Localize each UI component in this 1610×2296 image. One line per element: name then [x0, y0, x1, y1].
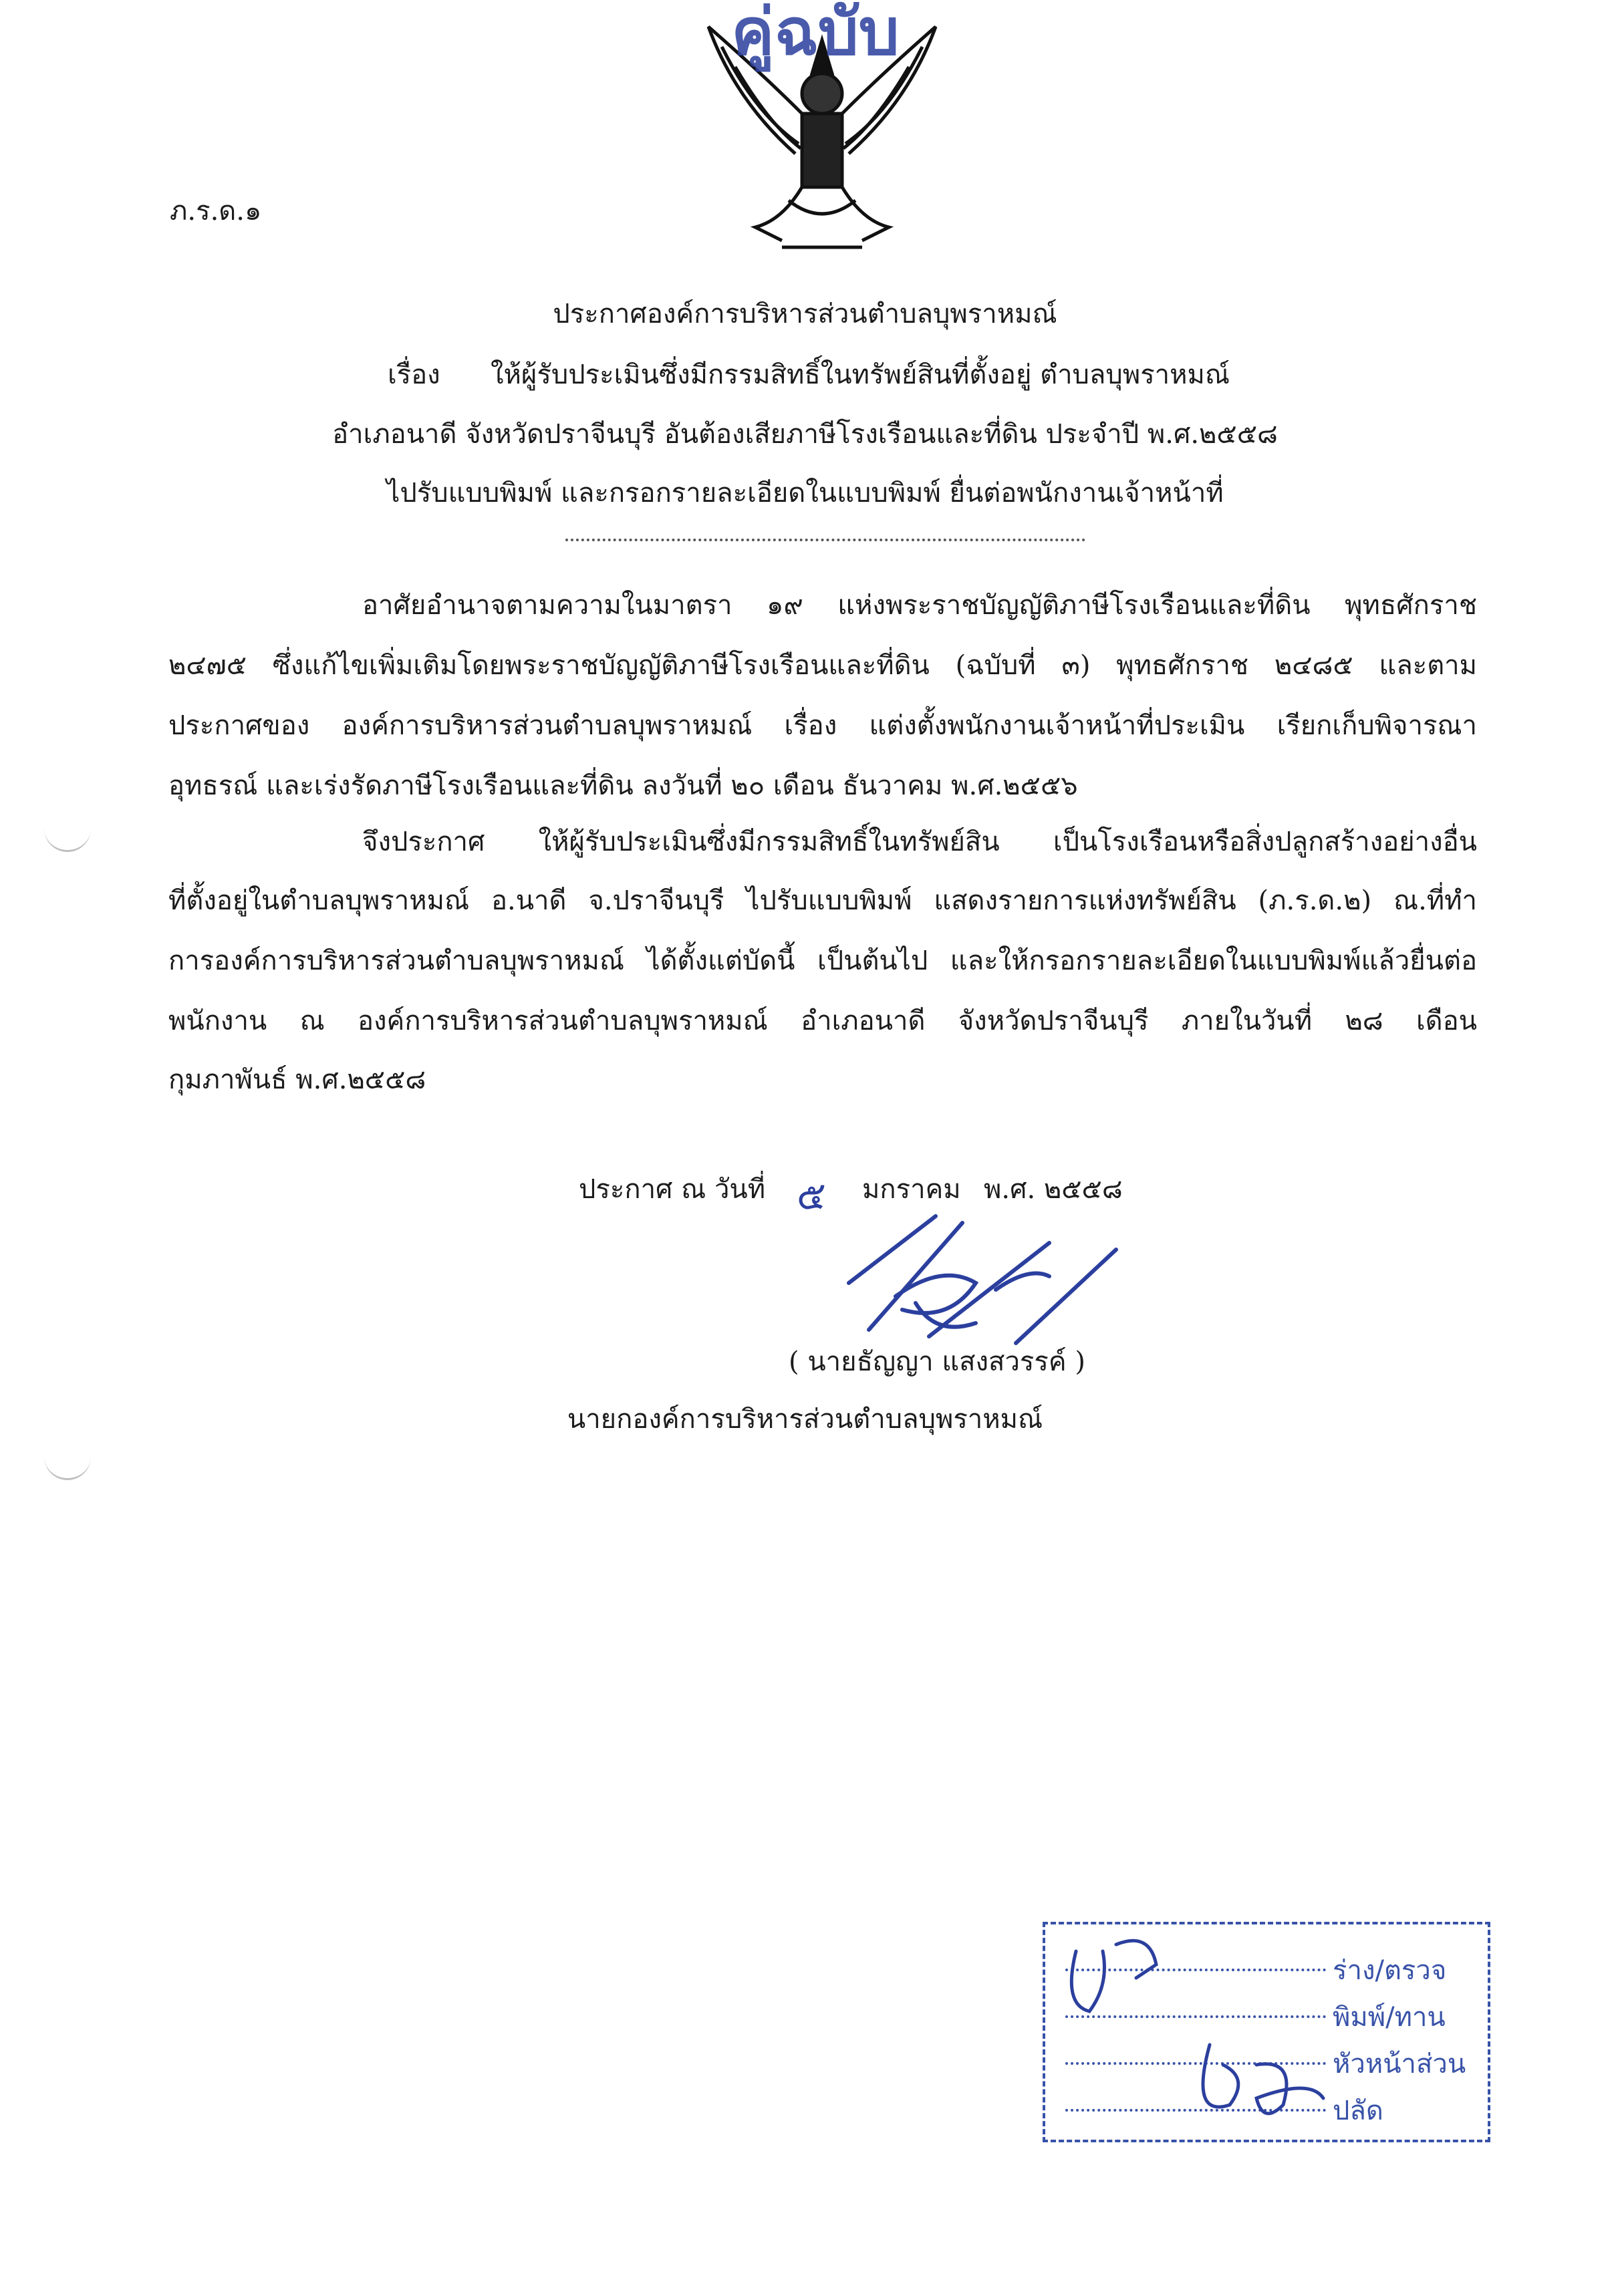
subject-label: เรื่อง — [388, 360, 440, 390]
signer-title: นายกองค์การบริหารส่วนตำบลบุพราหมณ์ — [567, 1404, 1043, 1435]
subject-line-3: ไปรับแบบพิมพ์ และกรอกรายละเอียดในแบบพิมพ์ ยื่นต่อพนักงานเจ้าหน้าที่ — [386, 478, 1224, 509]
stamp-label-draft: ร่าง/ตรวจ — [1333, 1955, 1447, 1986]
date-label: ประกาศ ณ วันที่ — [579, 1174, 766, 1205]
date-day: ๕ — [797, 1173, 826, 1218]
date-month: มกราคม — [862, 1174, 961, 1205]
form-code: ภ.ร.ด.๑ — [170, 196, 262, 227]
dotted-divider — [565, 539, 1085, 541]
para1-line-1: อาศัยอำนาจตามความในมาตรา ๑๙ แห่งพระราชบัญญัติภาษีโรงเรือนและที่ดิน พุทธศักราช — [362, 590, 1477, 621]
date-year: พ.ศ. ๒๕๕๘ — [984, 1174, 1123, 1205]
subject-line-1: ให้ผู้รับประเมินซึ่งมีกรรมสิทธิ์ในทรัพย์สินที่ตั้งอยู่ ตำบลบุพราหมณ์ — [491, 360, 1230, 390]
initials-signature-icon — [1056, 1924, 1470, 2145]
stamp-label-section-head: หัวหน้าส่วน — [1333, 2049, 1466, 2079]
para1-line-4: อุทธรณ์ และเร่งรัดภาษีโรงเรือนและที่ดิน ลงวันที่ ๒๐ เดือน ธันวาคม พ.ศ.๒๕๕๖ — [168, 770, 1078, 801]
para2-line-3: การองค์การบริหารส่วนตำบลบุพราหมณ์ ได้ตั้งแต่บัดนี้ เป็นต้นไป และให้กรอกรายละเอียดในแบบพิมพ์แล้วยื่นต่อ — [168, 946, 1477, 976]
announcement-org: ประกาศองค์การบริหารส่วนตำบลบุพราหมณ์ — [553, 299, 1057, 329]
subject-line-2: อำเภอนาดี จังหวัดปราจีนบุรี อันต้องเสียภาษีโรงเรือนและที่ดิน ประจำปี พ.ศ.๒๕๕๘ — [332, 419, 1278, 450]
signature-icon — [829, 1203, 1136, 1350]
para1-line-2: ๒๔๗๕ ซึ่งแก้ไขเพิ่มเติมโดยพระราชบัญญัติภาษีโรงเรือนและที่ดิน (ฉบับที่ ๓) พุทธศักราช ๒๔๘๕ และตาม — [168, 650, 1477, 681]
para2-line-2: ที่ตั้งอยู่ในตำบลบุพราหมณ์ อ.นาดี จ.ปราจีนบุรี ไปรับแบบพิมพ์ แสดงรายการแห่งทรัพย์สิน (ภ.ร.ด.๒) ณ.ที่ทำ — [168, 885, 1477, 916]
punch-hole-mark — [44, 1451, 91, 1480]
copy-stamp: คู่ฉบับ — [731, 0, 900, 69]
para2-line-1: จึงประกาศ ให้ผู้รับประเมินซึ่งมีกรรมสิทธิ์ในทรัพย์สิน เป็นโรงเรือนหรือสิ่งปลูกสร้างอย่างอื่น — [362, 827, 1477, 857]
stamp-label-print: พิมพ์/ทาน — [1333, 2002, 1446, 2033]
para2-line-4: พนักงาน ณ องค์การบริหารส่วนตำบลบุพราหมณ์ อำเภอนาดี จังหวัดปราจีนบุรี ภายในวันที่ ๒๘ เดือน — [168, 1006, 1477, 1036]
stamp-label-clerk: ปลัด — [1333, 2096, 1383, 2126]
signer-name: ( นายธัญญา แสงสวรรค์ ) — [789, 1346, 1085, 1377]
para2-line-5: กุมภาพันธ์ พ.ศ.๒๕๕๘ — [168, 1064, 426, 1095]
para1-line-3: ประกาศของ องค์การบริหารส่วนตำบลบุพราหมณ์ เรื่อง แต่งตั้งพนักงานเจ้าหน้าที่ประเมิน เรียกเก็บพิจารณา — [168, 710, 1477, 741]
punch-hole-mark — [44, 823, 91, 852]
